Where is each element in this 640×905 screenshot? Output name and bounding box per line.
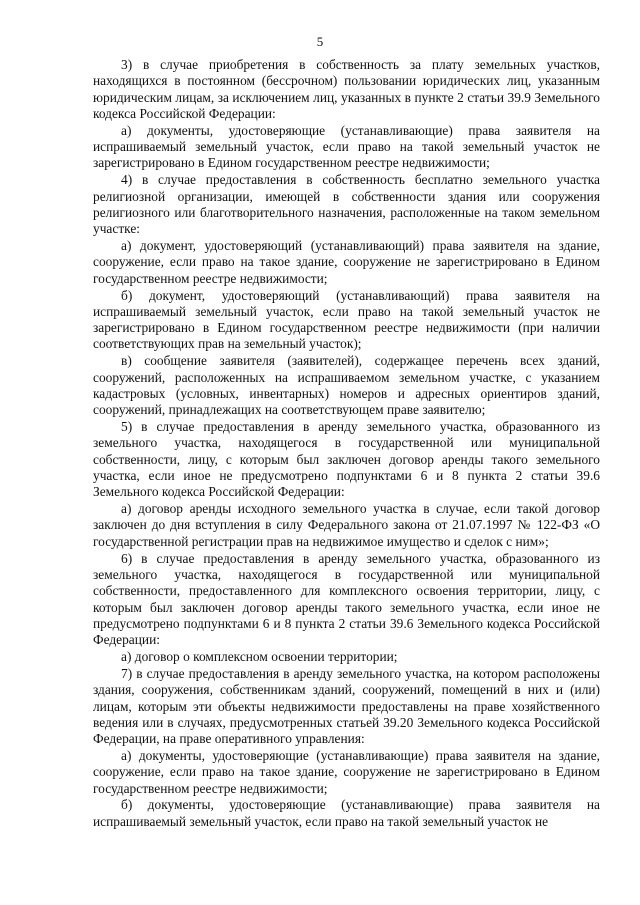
paragraph-5-lease-formed: 5) в случае предоставления в аренду земельного участка, образованного из земельного участка, находящегося в государственной или муниципальной собственности, лицу, с которым был заключен договор аренды такого земельного участка, если иное не предусмотрено подпунктами 6 и 8 пункта 2 статьи 39.6 Земельного кодекса Российской Федерации: bbox=[93, 419, 600, 500]
paragraph-3a-documents: а) документы, удостоверяющие (устанавливающие) права заявителя на испрашиваемый земельный участок, если право на такой земельный участок не зарегистрировано в Едином государственном реестре недвижимости; bbox=[93, 122, 600, 171]
paragraph-3-purchase: 3) в случае приобретения в собственность за плату земельных участков, находящихся в постоянном (бессрочном) пользовании юридических лиц, указанным юридическим лицам, за исключением лиц, указанных в пункте 2 статьи 39.9 Земельного кодекса Российской Федерации: bbox=[93, 57, 600, 121]
paragraph-4-religious: 4) в случае предоставления в собственность бесплатно земельного участка религиозной организации, имеющей в собственности здания или сооружения религиозного или благотворительного назначения, расположенные на таком земельном участке: bbox=[93, 172, 600, 237]
paragraph-4b-land-document: б) документ, удостоверяющий (устанавливающий) права заявителя на испрашиваемый земельный участок, если право на такой земельный участок не зарегистрировано в Едином государственном реестре недвижимости (при наличии соответствующих прав на земельный участок); bbox=[93, 287, 600, 352]
paragraph-7a-building-documents: а) документы, удостоверяющие (устанавливающие) права заявителя на здание, сооружение, если право на такое здание, сооружение не зарегистрировано в Едином государственном реестре недвижимости; bbox=[93, 748, 600, 796]
paragraph-4v-message: в) сообщение заявителя (заявителей), содержащее перечень всех зданий, сооружений, расположенных на испрашиваемом земельном участке, с указанием кадастровых (условных, инвентарных) номеров и адресных ориентиров зданий, сооружений, принадлежащих на соответствующем праве заявителю; bbox=[93, 353, 600, 418]
paragraph-7b-land-documents: б) документы, удостоверяющие (устанавливающие) права заявителя на испрашиваемый земельный участок, если право на такой земельный участок не bbox=[93, 797, 600, 829]
paragraph-7-lease-buildings: 7) в случае предоставления в аренду земельного участка, на котором расположены здания, сооружения, собственникам зданий, сооружений, помещений в них и (или) лицам, которым эти объекты недвижимости предоставлены на праве хозяйственного ведения или в случаях, предусмотренных статьей 39.20 Земельного кодекса Российской Федерации, на праве оперативного управления: bbox=[93, 665, 600, 747]
paragraph-6-complex-development: 6) в случае предоставления в аренду земельного участка, образованного из земельного участка, находящегося в государственной или муниципальной собственности, предоставленного для комплексного освоения территории, лицу, с которым был заключен договор аренды такого земельного участка, если иное не предусмотрено подпунктами 6 и 8 пункта 2 статьи 39.6 Земельного кодекса Российской Федерации: bbox=[93, 550, 600, 648]
document-body bbox=[93, 57, 600, 831]
page-number: 5 bbox=[316, 34, 324, 49]
paragraph-4a-building-document: а) документ, удостоверяющий (устанавливающий) права заявителя на здание, сооружение, если право на такое здание, сооружение не зарегистрировано в Едином государственном реестре недвижимости; bbox=[93, 238, 600, 286]
paragraph-6a-development-contract: а) договор о комплексном освоении территории; bbox=[121, 649, 398, 665]
paragraph-5a-lease-contract: а) договор аренды исходного земельного участка в случае, если такой договор заключен до дня вступления в силу Федерального закона от 21.07.1997 № 122-ФЗ «О государственной регистрации прав на недвижимое имущество и сделок с ним»; bbox=[93, 501, 600, 549]
